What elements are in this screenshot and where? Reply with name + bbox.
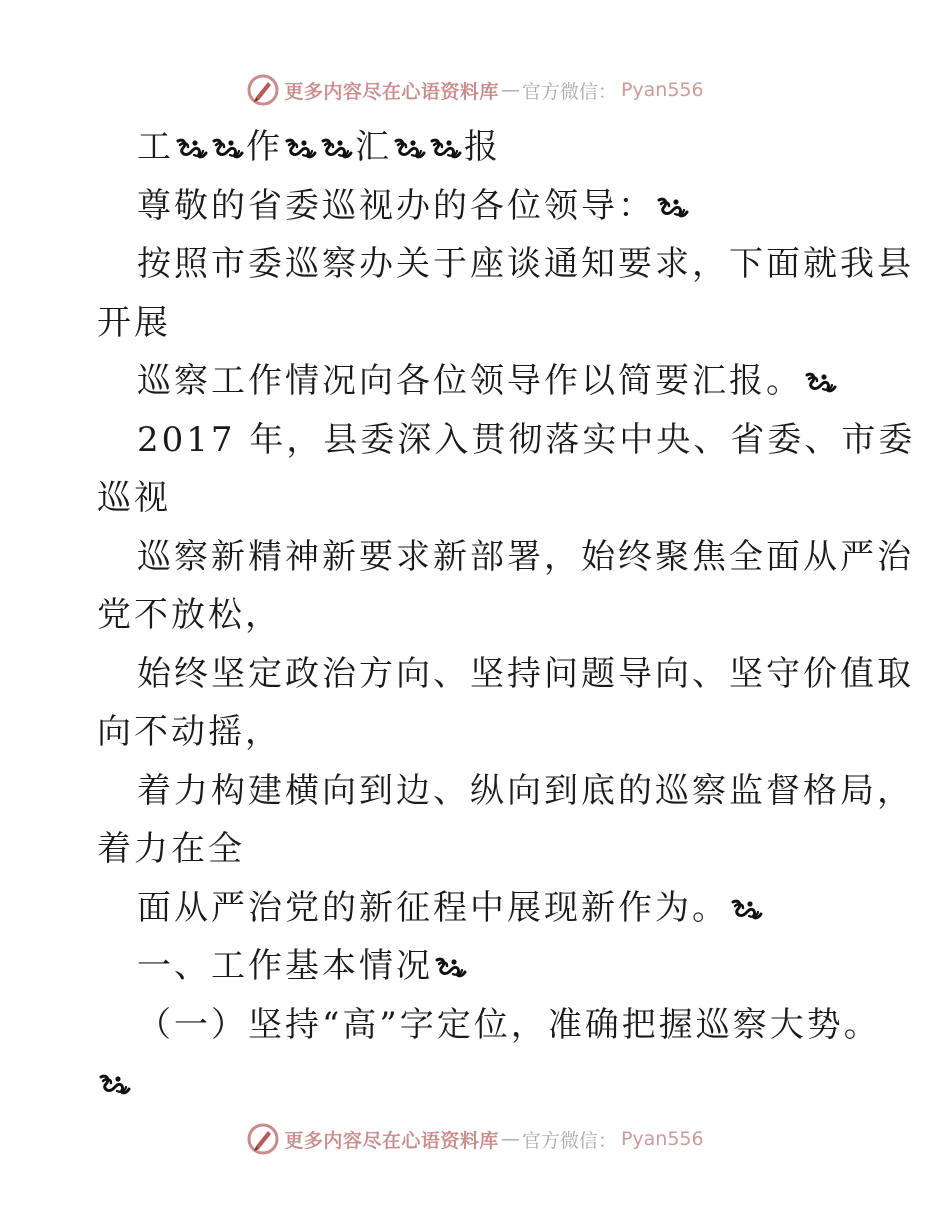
line-text: （一）坚持“高”字定位，准确把握巡察大势。: [137, 1004, 881, 1045]
line-text: 始终坚定政治方向、坚持问题导向、坚守价值取: [137, 653, 914, 694]
line-text: 巡察工作情况向各位领导作以简要汇报。: [137, 361, 803, 401]
title-char: 工: [137, 127, 174, 167]
text-line: [97, 820, 857, 879]
title-char: 作: [246, 127, 283, 167]
ornament-icon: [211, 136, 245, 160]
document-title: [97, 118, 857, 177]
ornament-icon: [434, 955, 468, 979]
text-line: [97, 294, 857, 353]
watermark-label: 官方微信：: [521, 80, 617, 103]
text-line: [97, 469, 857, 528]
ornament-icon: [804, 370, 838, 394]
ornament-icon: [429, 136, 463, 160]
text-line: [97, 879, 857, 938]
watermark-id: Pyan556: [620, 79, 704, 101]
pen-logo-icon: [246, 1122, 280, 1156]
line-text: 开展: [97, 302, 171, 343]
line-text: 尊敬的省委巡视办的各位领导：: [137, 185, 655, 226]
watermark-id: Pyan556: [620, 1128, 704, 1150]
text-line: [97, 703, 857, 762]
ornament-icon: [175, 136, 209, 160]
line-text: 面从严治党的新征程中展现新作为。: [137, 887, 729, 928]
text-line: [97, 177, 857, 236]
text-line: [97, 762, 914, 821]
title-char: 报: [464, 127, 501, 167]
watermark-site: 更多内容尽在心语资料库: [284, 1129, 499, 1152]
watermark-header: [0, 70, 950, 110]
watermark-footer: [0, 1119, 950, 1159]
text-line: [97, 528, 914, 587]
watermark-site: 更多内容尽在心语资料库: [284, 80, 499, 103]
document-body: [97, 118, 916, 1113]
ornament-icon: [98, 1072, 132, 1096]
line-text: 巡视: [97, 478, 171, 518]
line-text: 巡察新精神新要求新部署，始终聚焦全面从严治: [137, 536, 914, 577]
watermark-label: 官方微信：: [521, 1129, 617, 1152]
title-char: 汇: [355, 127, 392, 167]
watermark-sep: —: [500, 79, 520, 101]
ornament-icon: [393, 136, 427, 160]
line-text: 向不动摇，: [97, 712, 282, 752]
text-line: [97, 1054, 857, 1113]
text-line: [97, 586, 857, 645]
ornament-icon: [730, 897, 764, 921]
ornament-icon: [656, 195, 690, 219]
text-line: [97, 937, 857, 996]
text-line: [97, 235, 914, 294]
ornament-icon: [320, 136, 354, 160]
line-text: 按照市委巡察办关于座谈通知要求，下面就我县: [137, 244, 914, 284]
line-text: 党不放松，: [97, 595, 282, 635]
pen-logo-icon: [246, 73, 280, 107]
line-text: 2017 年，县委深入贯彻落实中央、省委、市委: [137, 419, 916, 460]
ornament-icon: [284, 136, 318, 160]
watermark-sep: —: [500, 1128, 520, 1150]
line-text: 一、工作基本情况: [137, 946, 433, 986]
text-line: [97, 645, 914, 704]
line-text: 着力构建横向到边、纵向到底的巡察监督格局，: [137, 770, 914, 811]
text-line: [97, 411, 916, 470]
text-line: [97, 996, 881, 1055]
text-line: [97, 352, 857, 411]
line-text: 着力在全: [97, 829, 245, 869]
